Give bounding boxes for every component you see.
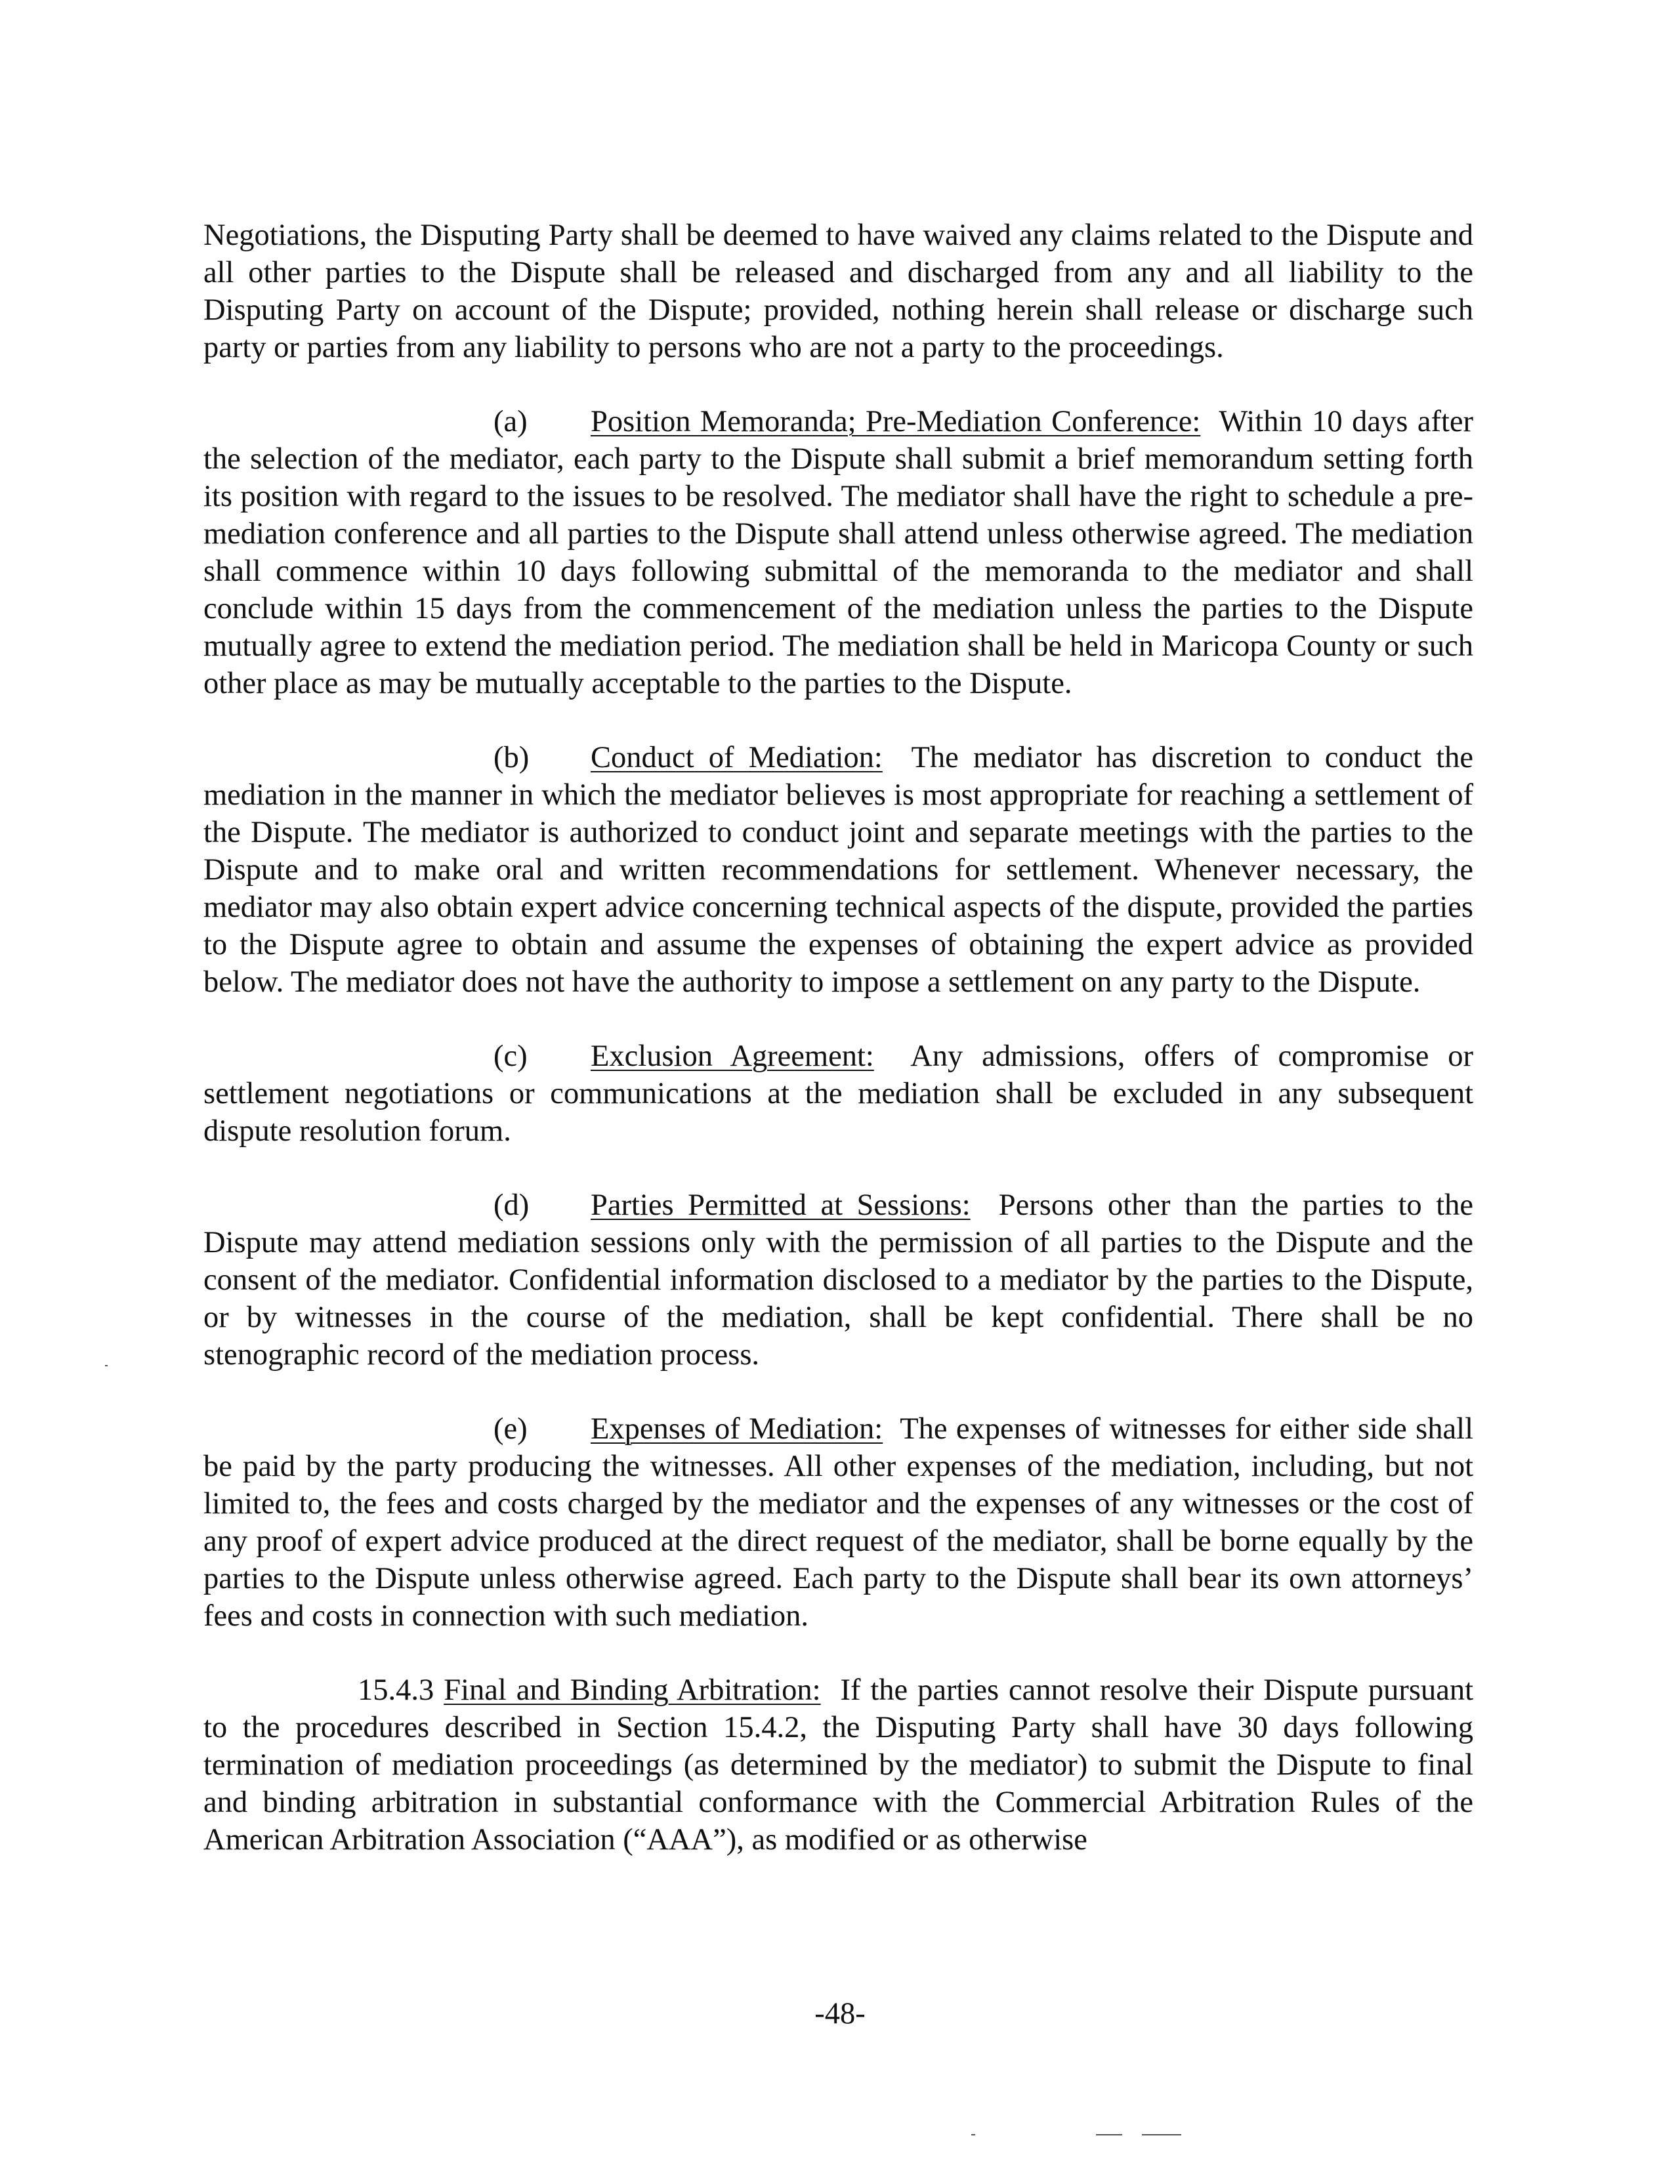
scan-artifact xyxy=(971,2134,975,2135)
subsection-body: Any admissions, offers of compromise or settlement negotiations or communications at the mediation shall be excluded in any subsequent dispute resolution forum. xyxy=(203,1040,1474,1148)
scan-artifact xyxy=(1142,2134,1181,2135)
subsection-body: Persons other than the parties to the Dispute may attend mediation sessions only with the permission of all parties to the Dispute and the consent of the mediator. Confidential information disclosed to a mediator by the parties to the Dispute, or by witnesses in the course of the mediation, shall be kept confidential. There shall be no stenographic record of the mediation process. xyxy=(203,1188,1474,1372)
section-15-4-3 xyxy=(203,1671,1473,1858)
subsection-label: (c) xyxy=(494,1040,528,1073)
subsection-heading: Position Memoranda; Pre-Mediation Conference: xyxy=(591,405,1201,438)
document-page xyxy=(203,217,1473,1858)
subsection-heading: Expenses of Mediation: xyxy=(591,1412,883,1446)
subsection-label: (d) xyxy=(494,1188,530,1222)
subsection-b xyxy=(203,739,1473,1001)
subsection-label: (e) xyxy=(494,1412,528,1446)
section-body: If the parties cannot resolve their Dispute pursuant to the procedures described in Section 15.4.2, the Disputing Party shall have 30 days following termination of mediation proceedings (as determined by the mediator) to submit the Dispute to final and binding arbitration in substantial conformance with the Commercial Arbitration Rules of the American Arbitration Association (“AAA”), as modified or as otherwise xyxy=(203,1673,1474,1857)
subsection-heading: Parties Permitted at Sessions: xyxy=(591,1188,971,1222)
subsection-body: The expenses of witnesses for either side shall be paid by the party producing the witnesses. All other expenses of the mediation, including, but not limited to, the fees and costs charged by the mediator and the expenses of any witnesses or the cost of any proof of expert advice produced at the direct request of the mediator, shall be borne equally by the parties to the Dispute unless otherwise agreed. Each party to the Dispute shall bear its own attorneys’ fees and costs in connection with such mediation. xyxy=(203,1412,1473,1633)
subsection-e xyxy=(203,1410,1473,1635)
subsection-d xyxy=(203,1186,1473,1374)
subsection-label: (b) xyxy=(494,741,530,774)
section-heading: Final and Binding Arbitration: xyxy=(444,1673,821,1707)
subsection-heading: Exclusion Agreement: xyxy=(591,1040,874,1073)
subsection-label: (a) xyxy=(494,405,528,438)
subsection-a xyxy=(203,403,1473,702)
subsection-c xyxy=(203,1038,1473,1150)
section-number: 15.4.3 xyxy=(358,1673,434,1707)
subsection-body: The mediator has discretion to conduct the mediation in the manner in which the mediator believes is most appropriate for reaching a settlement of the Dispute. The mediator is authorized to conduct joint and separate meetings with the parties to the Dispute and to make oral and written recommendations for settlement. Whenever necessary, the mediator may also obtain expert advice concerning technical aspects of the dispute, provided the parties to the Dispute agree to obtain and assume the expenses of obtaining the expert advice as provided below. The mediator does not have the authority to impose a settlement on any party to the Dispute. xyxy=(203,741,1473,999)
scan-artifact xyxy=(1096,2134,1122,2135)
subsection-heading: Conduct of Mediation: xyxy=(591,741,883,774)
opening-paragraph: Negotiations, the Disputing Party shall be deemed to have waived any claims related to the Dispute and all other parties to the Dispute shall be released and discharged from any and all liability to the Disputing Party on account of the Dispute; provided, nothing herein shall release or discharge such party or parties from any liability to persons who are not a party to the proceedings. xyxy=(203,219,1473,364)
page-number: -48- xyxy=(814,1997,866,2030)
subsection-body: Within 10 days after the selection of the mediator, each party to the Dispute shall submit a brief memorandum setting forth its position with regard to the issues to be resolved. The mediator shall have the right to schedule a pre-mediation conference and all parties to the Dispute shall attend unless otherwise agreed. The mediation shall commence within 10 days following submittal of the memoranda to the mediator and shall conclude within 15 days from the commencement of the mediation unless the parties to the Dispute mutually agree to extend the mediation period. The mediation shall be held in Maricopa County or such other place as may be mutually acceptable to the parties to the Dispute. xyxy=(203,405,1473,700)
scan-artifact xyxy=(105,1365,108,1366)
